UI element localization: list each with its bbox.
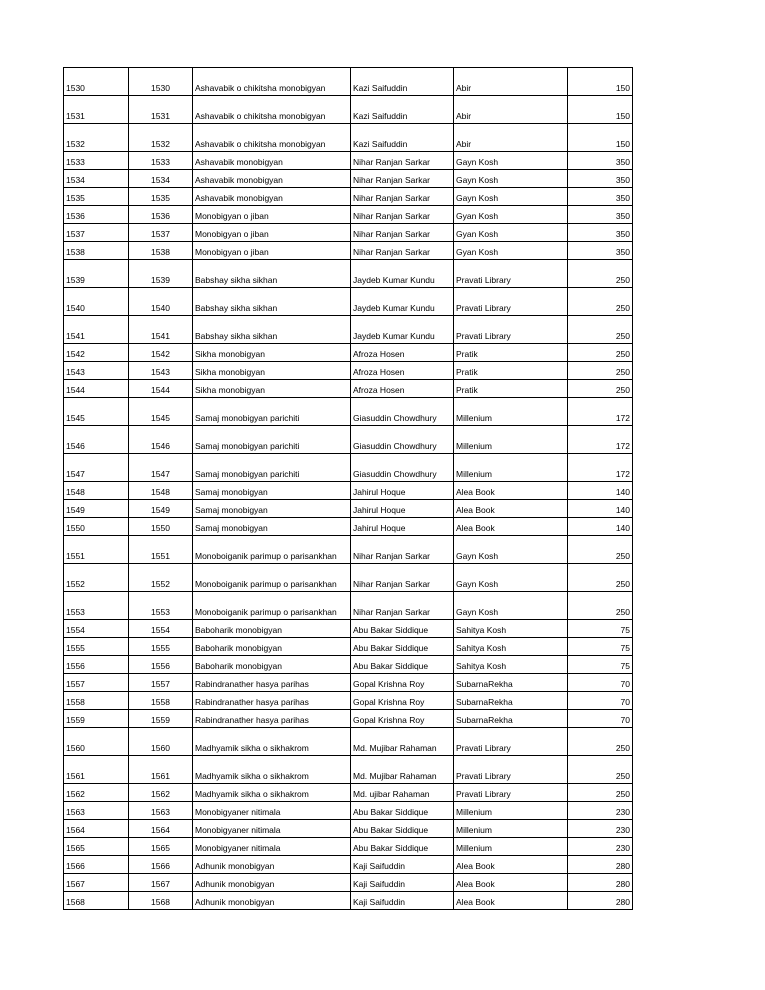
table-row (64, 224, 633, 242)
cell-serial: 1541 (64, 316, 129, 344)
table-row (64, 288, 633, 316)
cell-title: Samaj monobigyan (193, 482, 351, 500)
cell-title: Adhunik monobigyan (193, 856, 351, 874)
cell-author: Nihar Ranjan Sarkar (351, 242, 454, 260)
cell-price: 250 (568, 756, 633, 784)
cell-author: Nihar Ranjan Sarkar (351, 564, 454, 592)
table-row (64, 620, 633, 638)
cell-author: Afroza Hosen (351, 380, 454, 398)
cell-author: Giasuddin Chowdhury (351, 426, 454, 454)
table-row (64, 344, 633, 362)
cell-accession: 1565 (129, 838, 193, 856)
cell-publisher: Sahitya Kosh (454, 620, 568, 638)
cell-accession: 1552 (129, 564, 193, 592)
cell-serial: 1549 (64, 500, 129, 518)
cell-title: Ashavabik o chikitsha monobigyan (193, 96, 351, 124)
cell-accession: 1531 (129, 96, 193, 124)
cell-price: 350 (568, 224, 633, 242)
cell-author: Nihar Ranjan Sarkar (351, 152, 454, 170)
cell-price: 70 (568, 710, 633, 728)
cell-author: Nihar Ranjan Sarkar (351, 224, 454, 242)
cell-price: 172 (568, 426, 633, 454)
cell-title: Babshay sikha sikhan (193, 316, 351, 344)
cell-title: Monoboiganik parimup o parisankhan (193, 592, 351, 620)
table-row (64, 518, 633, 536)
cell-serial: 1554 (64, 620, 129, 638)
cell-serial: 1535 (64, 188, 129, 206)
table-row (64, 674, 633, 692)
cell-author: Abu Bakar Siddique (351, 620, 454, 638)
table-row (64, 362, 633, 380)
cell-title: Rabindranather hasya parihas (193, 710, 351, 728)
cell-author: Afroza Hosen (351, 362, 454, 380)
cell-title: Madhyamik sikha o sikhakrom (193, 784, 351, 802)
cell-serial: 1532 (64, 124, 129, 152)
table-row (64, 398, 633, 426)
cell-author: Kazi Saifuddin (351, 96, 454, 124)
cell-price: 140 (568, 500, 633, 518)
cell-title: Ashavabik o chikitsha monobigyan (193, 68, 351, 96)
cell-title: Samaj monobigyan parichiti (193, 454, 351, 482)
table-row (64, 170, 633, 188)
cell-price: 75 (568, 620, 633, 638)
cell-serial: 1544 (64, 380, 129, 398)
cell-title: Samaj monobigyan parichiti (193, 426, 351, 454)
cell-publisher: Pratik (454, 344, 568, 362)
cell-accession: 1557 (129, 674, 193, 692)
cell-publisher: Gyan Kosh (454, 224, 568, 242)
cell-author: Md. Mujibar Rahaman (351, 756, 454, 784)
cell-publisher: Millenium (454, 454, 568, 482)
cell-accession: 1542 (129, 344, 193, 362)
cell-publisher: Millenium (454, 838, 568, 856)
cell-price: 280 (568, 892, 633, 910)
cell-author: Abu Bakar Siddique (351, 656, 454, 674)
cell-accession: 1538 (129, 242, 193, 260)
cell-price: 150 (568, 68, 633, 96)
cell-price: 140 (568, 518, 633, 536)
cell-serial: 1560 (64, 728, 129, 756)
cell-title: Madhyamik sikha o sikhakrom (193, 728, 351, 756)
cell-author: Jahirul Hoque (351, 482, 454, 500)
cell-serial: 1545 (64, 398, 129, 426)
cell-accession: 1556 (129, 656, 193, 674)
cell-serial: 1539 (64, 260, 129, 288)
cell-title: Adhunik monobigyan (193, 874, 351, 892)
cell-accession: 1564 (129, 820, 193, 838)
cell-title: Ashavabik o chikitsha monobigyan (193, 124, 351, 152)
cell-serial: 1534 (64, 170, 129, 188)
cell-accession: 1555 (129, 638, 193, 656)
table-row (64, 426, 633, 454)
cell-title: Madhyamik sikha o sikhakrom (193, 756, 351, 784)
cell-title: Ashavabik monobigyan (193, 188, 351, 206)
cell-title: Monobigyaner nitimala (193, 820, 351, 838)
cell-title: Babshay sikha sikhan (193, 260, 351, 288)
cell-title: Monoboiganik parimup o parisankhan (193, 536, 351, 564)
cell-author: Nihar Ranjan Sarkar (351, 206, 454, 224)
cell-accession: 1568 (129, 892, 193, 910)
cell-publisher: Gayn Kosh (454, 564, 568, 592)
cell-serial: 1537 (64, 224, 129, 242)
cell-serial: 1530 (64, 68, 129, 96)
cell-author: Nihar Ranjan Sarkar (351, 536, 454, 564)
table-row (64, 838, 633, 856)
cell-accession: 1551 (129, 536, 193, 564)
cell-price: 75 (568, 656, 633, 674)
cell-serial: 1546 (64, 426, 129, 454)
cell-title: Sikha monobigyan (193, 344, 351, 362)
cell-serial: 1551 (64, 536, 129, 564)
cell-title: Monobigyan o jiban (193, 206, 351, 224)
cell-accession: 1530 (129, 68, 193, 96)
cell-accession: 1563 (129, 802, 193, 820)
table-row (64, 564, 633, 592)
cell-publisher: Alea Book (454, 500, 568, 518)
cell-price: 250 (568, 536, 633, 564)
cell-price: 250 (568, 316, 633, 344)
cell-title: Baboharik monobigyan (193, 638, 351, 656)
cell-author: Nihar Ranjan Sarkar (351, 170, 454, 188)
cell-price: 172 (568, 398, 633, 426)
cell-title: Monobigyan o jiban (193, 242, 351, 260)
cell-author: Nihar Ranjan Sarkar (351, 188, 454, 206)
cell-title: Ashavabik monobigyan (193, 152, 351, 170)
cell-accession: 1537 (129, 224, 193, 242)
table-row (64, 316, 633, 344)
table-row (64, 710, 633, 728)
cell-price: 250 (568, 564, 633, 592)
cell-price: 70 (568, 674, 633, 692)
cell-accession: 1533 (129, 152, 193, 170)
cell-publisher: Pratik (454, 362, 568, 380)
cell-author: Nihar Ranjan Sarkar (351, 592, 454, 620)
cell-publisher: Alea Book (454, 482, 568, 500)
cell-author: Kaji Saifuddin (351, 856, 454, 874)
cell-author: Afroza Hosen (351, 344, 454, 362)
cell-price: 250 (568, 728, 633, 756)
cell-title: Monobigyaner nitimala (193, 802, 351, 820)
cell-accession: 1541 (129, 316, 193, 344)
cell-serial: 1540 (64, 288, 129, 316)
cell-serial: 1561 (64, 756, 129, 784)
cell-publisher: Pravati Library (454, 756, 568, 784)
cell-publisher: Abir (454, 68, 568, 96)
cell-serial: 1555 (64, 638, 129, 656)
cell-accession: 1559 (129, 710, 193, 728)
cell-accession: 1546 (129, 426, 193, 454)
table-row (64, 242, 633, 260)
cell-serial: 1567 (64, 874, 129, 892)
cell-title: Samaj monobigyan (193, 518, 351, 536)
cell-publisher: SubarnaRekha (454, 674, 568, 692)
cell-author: Jahirul Hoque (351, 500, 454, 518)
cell-publisher: Pravati Library (454, 728, 568, 756)
cell-price: 350 (568, 170, 633, 188)
table-row (64, 856, 633, 874)
cell-accession: 1561 (129, 756, 193, 784)
cell-serial: 1553 (64, 592, 129, 620)
cell-title: Sikha monobigyan (193, 380, 351, 398)
table-row (64, 756, 633, 784)
cell-title: Rabindranather hasya parihas (193, 674, 351, 692)
table-row (64, 638, 633, 656)
cell-price: 250 (568, 380, 633, 398)
cell-serial: 1538 (64, 242, 129, 260)
table-row (64, 188, 633, 206)
cell-serial: 1568 (64, 892, 129, 910)
table-row (64, 656, 633, 674)
cell-price: 250 (568, 260, 633, 288)
cell-accession: 1544 (129, 380, 193, 398)
table-row (64, 874, 633, 892)
cell-publisher: SubarnaRekha (454, 692, 568, 710)
cell-price: 140 (568, 482, 633, 500)
cell-accession: 1539 (129, 260, 193, 288)
table-row (64, 500, 633, 518)
cell-serial: 1552 (64, 564, 129, 592)
cell-price: 70 (568, 692, 633, 710)
cell-publisher: Millenium (454, 426, 568, 454)
cell-author: Jaydeb Kumar Kundu (351, 316, 454, 344)
cell-serial: 1548 (64, 482, 129, 500)
cell-title: Ashavabik monobigyan (193, 170, 351, 188)
cell-price: 230 (568, 820, 633, 838)
cell-serial: 1536 (64, 206, 129, 224)
cell-publisher: Pravati Library (454, 288, 568, 316)
cell-title: Samaj monobigyan (193, 500, 351, 518)
cell-accession: 1536 (129, 206, 193, 224)
cell-accession: 1532 (129, 124, 193, 152)
cell-publisher: Gayn Kosh (454, 152, 568, 170)
cell-publisher: Alea Book (454, 874, 568, 892)
table-row (64, 802, 633, 820)
cell-serial: 1557 (64, 674, 129, 692)
cell-publisher: Millenium (454, 802, 568, 820)
cell-price: 230 (568, 802, 633, 820)
table-row (64, 482, 633, 500)
cell-author: Jahirul Hoque (351, 518, 454, 536)
cell-serial: 1543 (64, 362, 129, 380)
table-row (64, 260, 633, 288)
cell-serial: 1533 (64, 152, 129, 170)
table-row (64, 692, 633, 710)
cell-price: 150 (568, 124, 633, 152)
cell-accession: 1554 (129, 620, 193, 638)
cell-accession: 1540 (129, 288, 193, 316)
cell-author: Jaydeb Kumar Kundu (351, 288, 454, 316)
cell-publisher: Alea Book (454, 518, 568, 536)
cell-title: Adhunik monobigyan (193, 892, 351, 910)
table-row (64, 206, 633, 224)
cell-serial: 1558 (64, 692, 129, 710)
table-row (64, 454, 633, 482)
cell-author: Giasuddin Chowdhury (351, 398, 454, 426)
book-catalog-table (63, 67, 633, 910)
cell-accession: 1534 (129, 170, 193, 188)
cell-price: 250 (568, 362, 633, 380)
cell-publisher: Gayn Kosh (454, 536, 568, 564)
cell-serial: 1531 (64, 96, 129, 124)
cell-publisher: Sahitya Kosh (454, 656, 568, 674)
cell-price: 350 (568, 242, 633, 260)
table-row (64, 592, 633, 620)
cell-title: Monobigyan o jiban (193, 224, 351, 242)
cell-author: Md. Mujibar Rahaman (351, 728, 454, 756)
cell-price: 75 (568, 638, 633, 656)
cell-author: Kazi Saifuddin (351, 68, 454, 96)
table-row (64, 68, 633, 96)
catalog-sheet (63, 67, 633, 910)
cell-price: 250 (568, 288, 633, 316)
cell-accession: 1547 (129, 454, 193, 482)
cell-author: Abu Bakar Siddique (351, 820, 454, 838)
table-row (64, 784, 633, 802)
cell-publisher: Alea Book (454, 856, 568, 874)
cell-publisher: Abir (454, 96, 568, 124)
cell-publisher: Abir (454, 124, 568, 152)
cell-title: Monoboiganik parimup o parisankhan (193, 564, 351, 592)
cell-price: 280 (568, 856, 633, 874)
cell-serial: 1550 (64, 518, 129, 536)
cell-price: 150 (568, 96, 633, 124)
cell-title: Sikha monobigyan (193, 362, 351, 380)
cell-serial: 1559 (64, 710, 129, 728)
cell-serial: 1564 (64, 820, 129, 838)
cell-publisher: Gayn Kosh (454, 188, 568, 206)
cell-price: 250 (568, 344, 633, 362)
cell-serial: 1547 (64, 454, 129, 482)
cell-author: Gopal Krishna Roy (351, 674, 454, 692)
cell-accession: 1545 (129, 398, 193, 426)
cell-publisher: SubarnaRekha (454, 710, 568, 728)
table-row (64, 380, 633, 398)
table-row (64, 96, 633, 124)
cell-accession: 1549 (129, 500, 193, 518)
cell-serial: 1563 (64, 802, 129, 820)
cell-price: 350 (568, 188, 633, 206)
cell-serial: 1562 (64, 784, 129, 802)
cell-author: Jaydeb Kumar Kundu (351, 260, 454, 288)
cell-author: Abu Bakar Siddique (351, 638, 454, 656)
cell-price: 230 (568, 838, 633, 856)
cell-publisher: Alea Book (454, 892, 568, 910)
cell-price: 350 (568, 152, 633, 170)
table-row (64, 124, 633, 152)
cell-price: 250 (568, 592, 633, 620)
cell-serial: 1566 (64, 856, 129, 874)
cell-title: Rabindranather hasya parihas (193, 692, 351, 710)
cell-publisher: Pravati Library (454, 316, 568, 344)
cell-author: Abu Bakar Siddique (351, 802, 454, 820)
cell-title: Baboharik monobigyan (193, 656, 351, 674)
cell-title: Babshay sikha sikhan (193, 288, 351, 316)
cell-publisher: Pratik (454, 380, 568, 398)
cell-author: Gopal Krishna Roy (351, 692, 454, 710)
cell-publisher: Pravati Library (454, 260, 568, 288)
cell-accession: 1535 (129, 188, 193, 206)
cell-author: Kazi Saifuddin (351, 124, 454, 152)
cell-price: 280 (568, 874, 633, 892)
cell-serial: 1542 (64, 344, 129, 362)
cell-publisher: Pravati Library (454, 784, 568, 802)
cell-accession: 1550 (129, 518, 193, 536)
cell-publisher: Gayn Kosh (454, 170, 568, 188)
cell-serial: 1556 (64, 656, 129, 674)
cell-accession: 1548 (129, 482, 193, 500)
cell-publisher: Gayn Kosh (454, 592, 568, 620)
cell-publisher: Millenium (454, 398, 568, 426)
cell-author: Md. ujibar Rahaman (351, 784, 454, 802)
cell-author: Kaji Saifuddin (351, 874, 454, 892)
cell-publisher: Millenium (454, 820, 568, 838)
cell-author: Giasuddin Chowdhury (351, 454, 454, 482)
cell-title: Monobigyaner nitimala (193, 838, 351, 856)
cell-accession: 1566 (129, 856, 193, 874)
cell-accession: 1560 (129, 728, 193, 756)
table-row (64, 728, 633, 756)
table-row (64, 892, 633, 910)
table-row (64, 536, 633, 564)
cell-price: 172 (568, 454, 633, 482)
cell-publisher: Gyan Kosh (454, 242, 568, 260)
cell-author: Abu Bakar Siddique (351, 838, 454, 856)
cell-publisher: Gyan Kosh (454, 206, 568, 224)
cell-publisher: Sahitya Kosh (454, 638, 568, 656)
cell-author: Gopal Krishna Roy (351, 710, 454, 728)
cell-accession: 1562 (129, 784, 193, 802)
cell-price: 350 (568, 206, 633, 224)
cell-accession: 1567 (129, 874, 193, 892)
table-row (64, 152, 633, 170)
cell-title: Samaj monobigyan parichiti (193, 398, 351, 426)
cell-accession: 1543 (129, 362, 193, 380)
table-row (64, 820, 633, 838)
cell-accession: 1558 (129, 692, 193, 710)
cell-title: Baboharik monobigyan (193, 620, 351, 638)
cell-price: 250 (568, 784, 633, 802)
table-body (64, 68, 633, 910)
cell-author: Kaji Saifuddin (351, 892, 454, 910)
cell-accession: 1553 (129, 592, 193, 620)
cell-serial: 1565 (64, 838, 129, 856)
